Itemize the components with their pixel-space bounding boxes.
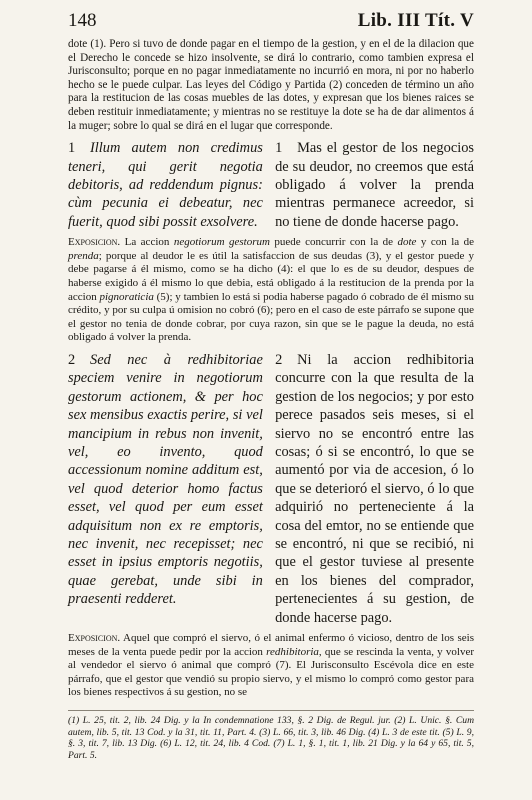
- spanish-number-1: 1: [275, 140, 283, 157]
- spanish-text-2: 2 Ni la accion redhibitoria concurre con la que resulta de la gestion de los negocios; y por esto perece pasados seis meses, si el siervo no se encontró entre las cosas; ó si se encontró, lo que se aumentó por via de accesion, ó lo que se deterioró el siervo, ó lo que adquirió no perteneciente á la cosa del emtor, no se entiende que se encontró, ni que se recibió, ni que el gestor tuviese al presente en los bienes del comprador, pertenecientes á su gestion, de donde hacerse pago.: [275, 351, 474, 626]
- latin-text-2: 2 Sed nec à redhibitoriae speciem venire in negotiorum gestorum actionem, & per hoc sex mensibus exactis perire, si vel mancipium in rebus non invenit, vel, eo invento, quod accessionum nomine additum est, vel quod deterior homo factus esset, vel quod per eum esset adquisitum non ex re emptoris, nec invenit, nec recepisset; nec esset in ipsius emptoris negotiis, quae gerebat, unde sibi in praesenti redderet.: [68, 351, 263, 608]
- page-number: 148: [68, 10, 97, 31]
- exposicion-label-1: Exposicion.: [68, 236, 121, 249]
- latin-text-1: 1 Illum autem non credimus teneri, qui gerit negotia debitoris, ad reddendum pignus: cùm pecunia ei debeatur, nec fuerit, quod sibi possit exsolvere.: [68, 140, 263, 230]
- page-header: [68, 10, 474, 40]
- exposicion-1: Exposicion. La accion negotiorum gestorum puede concurrir con la de dote y con la de prenda; porque al deudor le es útil la satisfaccion de sus deudas (3), y el gestor puede y debe pagarse á él mismo, como se ha dicho (4): el que lo es de su deudor, despues de haberse exigido á él mismo lo que debia, está obligado á la restitucion de la prenda por la accion pignoraticia (5); y tambien lo está si podia haberse pagado ó cobrado de él mismo su crédito, y por su culpa ú omision no cobró (6); pero en el caso de este párrafo se supone que el gestor no tenia de donde cobrar, por cuya razon, sin que se le pague la deuda, no está obligado á volver la prenda.: [68, 236, 475, 344]
- section-1: [68, 139, 474, 231]
- running-title: Lib. III Tít. V: [357, 10, 474, 31]
- spanish-number-2: 2: [275, 351, 283, 368]
- latin-number-1: 1: [68, 140, 76, 157]
- spanish-text-1: 1 Mas el gestor de los negocios de su deudor, no creemos que está obligado á volver la prenda mientras permanece acreedor, si no tiene de donde hacerse pago.: [275, 140, 474, 230]
- exposicion-label-2: Exposicion.: [68, 632, 121, 645]
- latin-number-2: 2: [68, 351, 76, 368]
- intro-paragraph: dote (1). Pero si tuvo de donde pagar en el tiempo de la gestion, y en el de la dilacion que el Derecho le concede se hizo insolvente, se dirá lo contrario, como tambien expresa el Jurisconsulto; porque en no pagar inmediatamente no incurrió en mora, ni por no haberlo hecho se le puede culpar. Las leyes del Código y Partida (2) conceden de término un año para la restitucion de las cosas muebles de las dotes, y expresan que los bienes raices se deben restituir inmediatamente; y mientras no se restituye la dote se ha de dar alimentos á la muger; sobre lo qual se dirá en el lugar que corresponde.: [68, 38, 474, 132]
- page-body: [68, 38, 474, 761]
- section-2: [68, 351, 474, 627]
- exposicion-2: Exposicion. Aquel que compró el siervo, ó el animal enfermo ó vicioso, dentro de los seis meses de la venta puede pedir por la accion redhibitoria, que se rescinda la venta, y volver al vendedor el siervo ó animal que compró (7). El Jurisconsulto Escévola dice en este párrafo, que el gestor que vendió su propio siervo, y el mismo lo compró como gestor para los bienes respectivos á su gestion, no se: [68, 632, 474, 699]
- footnotes: (1) L. 25, tit. 2, lib. 24 Dig. y la In condemnatione 133, §. 2 Dig. de Regul. jur. (2) L. Unic. §. Cum autem, lib. 5, tit. 13 Cod. y la 31, tit. 11, Part. 4. (3) L. 66, tit. 3, lib. 46 Dig. (4) L. 3 de este tit. (5) L. 9, §. 3, tit. 7, lib. 13 Dig. (6) L. 12, tit. 24, lib. 4 Cod. (7) L. 1, §. 1, tit. 1, lib. 21 Dig. y la 64 y 65, tit. 5, Part. 5.: [68, 710, 474, 761]
